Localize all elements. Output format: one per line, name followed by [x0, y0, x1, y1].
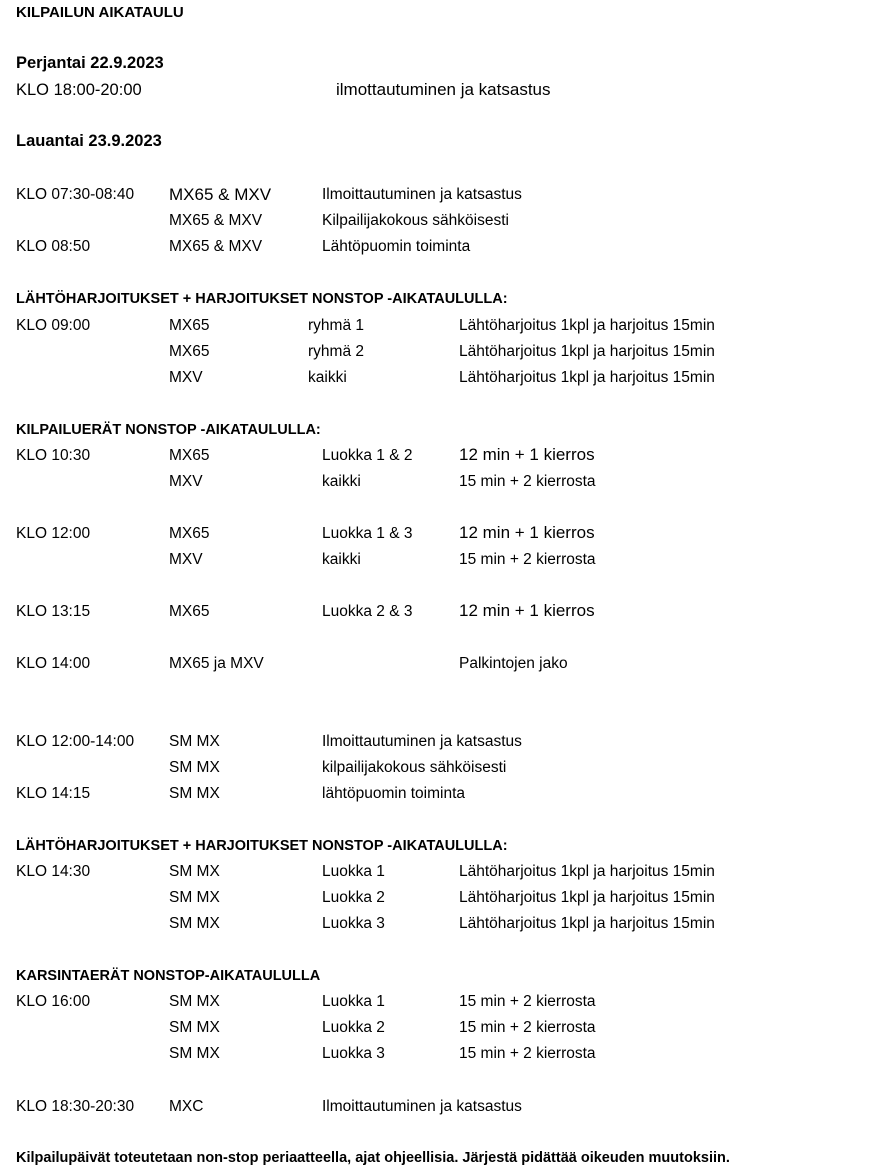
races-row-4-class: MXV — [169, 551, 203, 568]
practice1-row-3-class: MXV — [169, 369, 203, 386]
races-row-6-time: KLO 14:00 — [16, 655, 91, 672]
races-row-5-time: KLO 13:15 — [16, 603, 91, 620]
friday-heading: Perjantai 22.9.2023 — [16, 54, 164, 72]
sm-reg-row-3-time: KLO 14:15 — [16, 785, 91, 802]
reg-row-1-time: KLO 07:30-08:40 — [16, 186, 135, 203]
qualifying-row-3-class: SM MX — [169, 1045, 220, 1062]
sm-reg-row-1-time: KLO 12:00-14:00 — [16, 733, 135, 750]
races-row-1-class: MX65 — [169, 447, 210, 464]
races-row-3-desc: 12 min + 1 kierros — [459, 523, 595, 542]
footer-note: Kilpailupäivät toteutetaan non-stop periaatteella, ajat ohjeellisia. Järjestä pidättää oikeuden muutoksiin. — [16, 1150, 730, 1166]
sm-reg-row-3-class: SM MX — [169, 785, 220, 802]
reg-row-2-desc: Kilpailijakokous sähköisesti — [322, 212, 509, 229]
practice1-row-1-class: MX65 — [169, 317, 210, 334]
practice2-heading: LÄHTÖHARJOITUKSET + HARJOITUKSET NONSTOP -AIKATAULULLA: — [16, 838, 508, 854]
reg-row-3-class: MX65 & MXV — [169, 238, 263, 255]
races-row-6-class: MX65 ja MXV — [169, 655, 264, 672]
qualifying-heading: KARSINTAERÄT NONSTOP-AIKATAULULLA — [16, 968, 321, 984]
practice2-row-1-time: KLO 14:30 — [16, 863, 91, 880]
practice1-row-1-desc: Lähtöharjoitus 1kpl ja harjoitus 15min — [459, 317, 715, 334]
practice1-row-3-group: kaikki — [308, 369, 347, 386]
friday-desc: ilmottautuminen ja katsastus — [336, 80, 551, 99]
races-row-3-group: Luokka 1 & 3 — [322, 525, 413, 542]
races-row-5-class: MX65 — [169, 603, 210, 620]
practice1-row-2-class: MX65 — [169, 343, 210, 360]
reg-row-1-class: MX65 & MXV — [169, 185, 272, 204]
races-row-4-desc: 15 min + 2 kierrosta — [459, 551, 596, 568]
practice2-row-2-class: SM MX — [169, 889, 220, 906]
practice1-row-1-time: KLO 09:00 — [16, 317, 91, 334]
qualifying-row-1-time: KLO 16:00 — [16, 993, 91, 1010]
reg-row-3-time: KLO 08:50 — [16, 238, 91, 255]
races-row-5-group: Luokka 2 & 3 — [322, 603, 413, 620]
mxc-desc: Ilmoittautuminen ja katsastus — [322, 1098, 522, 1115]
mxc-class: MXC — [169, 1098, 204, 1115]
practice1-row-1-group: ryhmä 1 — [308, 317, 364, 334]
sm-reg-row-2-class: SM MX — [169, 759, 220, 776]
sm-reg-row-1-desc: Ilmoittautuminen ja katsastus — [322, 733, 522, 750]
practice1-row-2-group: ryhmä 2 — [308, 343, 364, 360]
races-row-2-class: MXV — [169, 473, 203, 490]
qualifying-row-2-class: SM MX — [169, 1019, 220, 1036]
races-row-2-desc: 15 min + 2 kierrosta — [459, 473, 596, 490]
races-row-2-group: kaikki — [322, 473, 361, 490]
races-row-1-group: Luokka 1 & 2 — [322, 447, 413, 464]
friday-time: KLO 18:00-20:00 — [16, 81, 142, 99]
sm-reg-row-3-desc: lähtöpuomin toiminta — [322, 785, 466, 802]
practice2-row-3-desc: Lähtöharjoitus 1kpl ja harjoitus 15min — [459, 915, 715, 932]
races-row-3-time: KLO 12:00 — [16, 525, 91, 542]
qualifying-row-1-class: SM MX — [169, 993, 220, 1010]
races-row-3-class: MX65 — [169, 525, 210, 542]
practice1-row-3-desc: Lähtöharjoitus 1kpl ja harjoitus 15min — [459, 369, 715, 386]
practice2-row-1-class: SM MX — [169, 863, 220, 880]
practice2-row-3-class: SM MX — [169, 915, 220, 932]
practice1-row-2-desc: Lähtöharjoitus 1kpl ja harjoitus 15min — [459, 343, 715, 360]
qualifying-row-2-desc: 15 min + 2 kierrosta — [459, 1019, 596, 1036]
practice2-row-2-desc: Lähtöharjoitus 1kpl ja harjoitus 15min — [459, 889, 715, 906]
document-title: KILPAILUN AIKATAULU — [16, 4, 184, 21]
mxc-time: KLO 18:30-20:30 — [16, 1098, 135, 1115]
races-row-4-group: kaikki — [322, 551, 361, 568]
reg-row-1-desc: Ilmoittautuminen ja katsastus — [322, 186, 522, 203]
races-row-1-desc: 12 min + 1 kierros — [459, 445, 595, 464]
qualifying-row-2-group: Luokka 2 — [322, 1019, 385, 1036]
practice2-row-2-group: Luokka 2 — [322, 889, 385, 906]
races-row-5-desc: 12 min + 1 kierros — [459, 601, 595, 620]
qualifying-row-3-desc: 15 min + 2 kierrosta — [459, 1045, 596, 1062]
races-row-6-desc: Palkintojen jako — [459, 655, 568, 672]
reg-row-3-desc: Lähtöpuomin toiminta — [322, 238, 471, 255]
practice2-row-3-group: Luokka 3 — [322, 915, 385, 932]
qualifying-row-3-group: Luokka 3 — [322, 1045, 385, 1062]
sm-reg-row-1-class: SM MX — [169, 733, 220, 750]
qualifying-row-1-group: Luokka 1 — [322, 993, 385, 1010]
practice2-row-1-group: Luokka 1 — [322, 863, 385, 880]
practice2-row-1-desc: Lähtöharjoitus 1kpl ja harjoitus 15min — [459, 863, 715, 880]
races-row-1-time: KLO 10:30 — [16, 447, 91, 464]
qualifying-row-1-desc: 15 min + 2 kierrosta — [459, 993, 596, 1010]
practice1-heading: LÄHTÖHARJOITUKSET + HARJOITUKSET NONSTOP -AIKATAULULLA: — [16, 291, 508, 307]
saturday-heading: Lauantai 23.9.2023 — [16, 132, 162, 150]
races-heading: KILPAILUERÄT NONSTOP -AIKATAULULLA: — [16, 422, 321, 438]
reg-row-2-class: MX65 & MXV — [169, 212, 263, 229]
sm-reg-row-2-desc: kilpailijakokous sähköisesti — [322, 759, 507, 776]
